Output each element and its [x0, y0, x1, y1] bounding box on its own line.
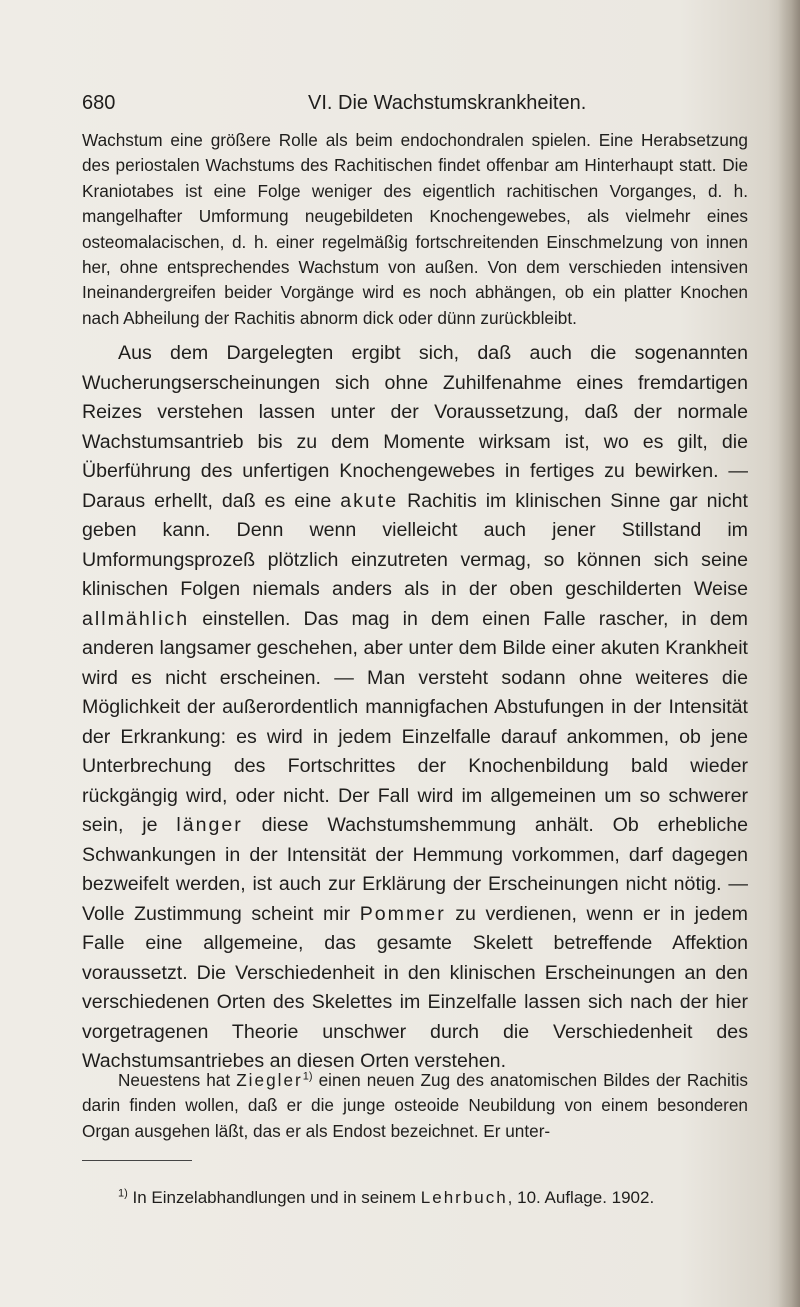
- paragraph-2-text-4: diese Wachstumshemmung anhält. Ob erhebliche Schwankungen in der Intensität der Hemmung vorkommen, darf dagegen bezweifelt werden, ist auch zur Erklärung der Erscheinungen nicht nötig. — Volle Zustimmung scheint mir: [82, 814, 749, 925]
- page-number: 680: [82, 92, 116, 114]
- paragraph-3: [82, 1068, 748, 1144]
- footnote: [118, 1185, 758, 1210]
- footnote-rule: [82, 1160, 192, 1161]
- emphasis-lehrbuch: Lehrbuch: [420, 1188, 508, 1207]
- paragraph-2-text-1: Aus dem Dargelegten ergibt sich, daß auch die sogenannten Wucherungserscheinungen sich ohne Zuhilfenahme eines fremdartigen Reizes verstehen lassen unter der Voraussetzung, daß der normale Wachstumsantrieb bis zu dem Momente wirksam ist, wo es gilt, die Überführung des unfertigen Knochengewebes in fertiges zu bewirken. — Daraus erhellt, daß es eine: [82, 342, 748, 512]
- paragraph-1: Wachstum eine größere Rolle als beim endochondralen spielen. Eine Herabsetzung des periostalen Wachstums des Rachitischen findet offenbar am Hinterhaupt statt. Die Kraniotabes ist eine Folge weniger des eigentlich rachitischen Vorganges, d. h. mangelhafter Umformung neugebildeten Knochengewebes, als vielmehr eines osteomalacischen, d. h. einer regelmäßig fortschreitenden Einschmelzung von innen her, ohne entsprechendes Wachstum von außen. Von dem verschieden intensiven Ineinandergreifen beider Vorgänge wird es noch abhängen, ob ein platter Knochen nach Abheilung der Rachitis abnorm dick oder dünn zurückbleibt.: [82, 130, 748, 328]
- page-edge-shadow: [778, 0, 800, 1307]
- author-pommer: Pommer: [359, 902, 446, 925]
- running-title: VI. Die Wachstumskrankheiten.: [308, 92, 587, 114]
- footnote-reference[interactable]: 1): [302, 1070, 313, 1083]
- footnote-mark: 1): [118, 1187, 128, 1200]
- paragraph-2-text-5: zu verdienen, wenn er in jedem Falle eine allgemeine, das gesamte Skelett betreffende Affektion voraussetzt. Die Verschiedenheit in den klinischen Erscheinungen an den verschiedenen Orten des Skelettes im Einzelfalle lassen sich nach der hier vorgetragenen Theorie unschwer durch die Verschiedenheit des Wachstumsantriebes an diesen Orten verstehen.: [82, 902, 748, 1072]
- footnote-text-2: , 10. Auflage. 1902.: [507, 1188, 655, 1207]
- footnote-text-1: In Einzelabhandlungen und in seinem: [127, 1188, 421, 1207]
- emphasis-akute: akute: [340, 489, 399, 512]
- paragraph-2: [82, 339, 748, 1077]
- emphasis-laenger: länger: [176, 814, 243, 836]
- author-ziegler: Ziegler: [236, 1070, 303, 1090]
- paragraph-2-text-3: einstellen. Das mag in dem einen Falle rascher, in dem anderen langsamer geschehen, aber unter dem Bilde einer akuten Krankheit wird es nicht erscheinen. — Man versteht sodann ohne weiteres die Möglichkeit der außerordentlich mannigfachen Abstufungen in der Intensität der Erkrankung: es wird in jedem Einzelfalle darauf ankommen, ob jene Unterbrechung des Fortschrittes der Knochenbildung bald wieder rückgängig wird, oder nicht. Der Fall wird im allgemeinen um so schwerer sein, je: [82, 607, 748, 836]
- paragraph-3-text-2: einen neuen Zug des anatomischen Bildes der Rachitis darin finden wollen, daß er die junge osteoide Neubildung von einem besonderen Organ ausgehen läßt, das er als Endost bezeichnet. Er unter-: [82, 1070, 748, 1141]
- paragraph-2-text-2: Rachitis im klinischen Sinne gar nicht geben kann. Denn wenn vielleicht auch jener Stillstand im Umformungsprozeß plötzlich einzutreten vermag, so können sich seine klinischen Folgen niemals anders als in der oben geschilderten Weise: [82, 489, 748, 600]
- page-header: [82, 88, 722, 118]
- paragraph-3-text-1: Neuestens hat: [118, 1070, 237, 1090]
- emphasis-allmaehlich: allmählich: [82, 607, 190, 630]
